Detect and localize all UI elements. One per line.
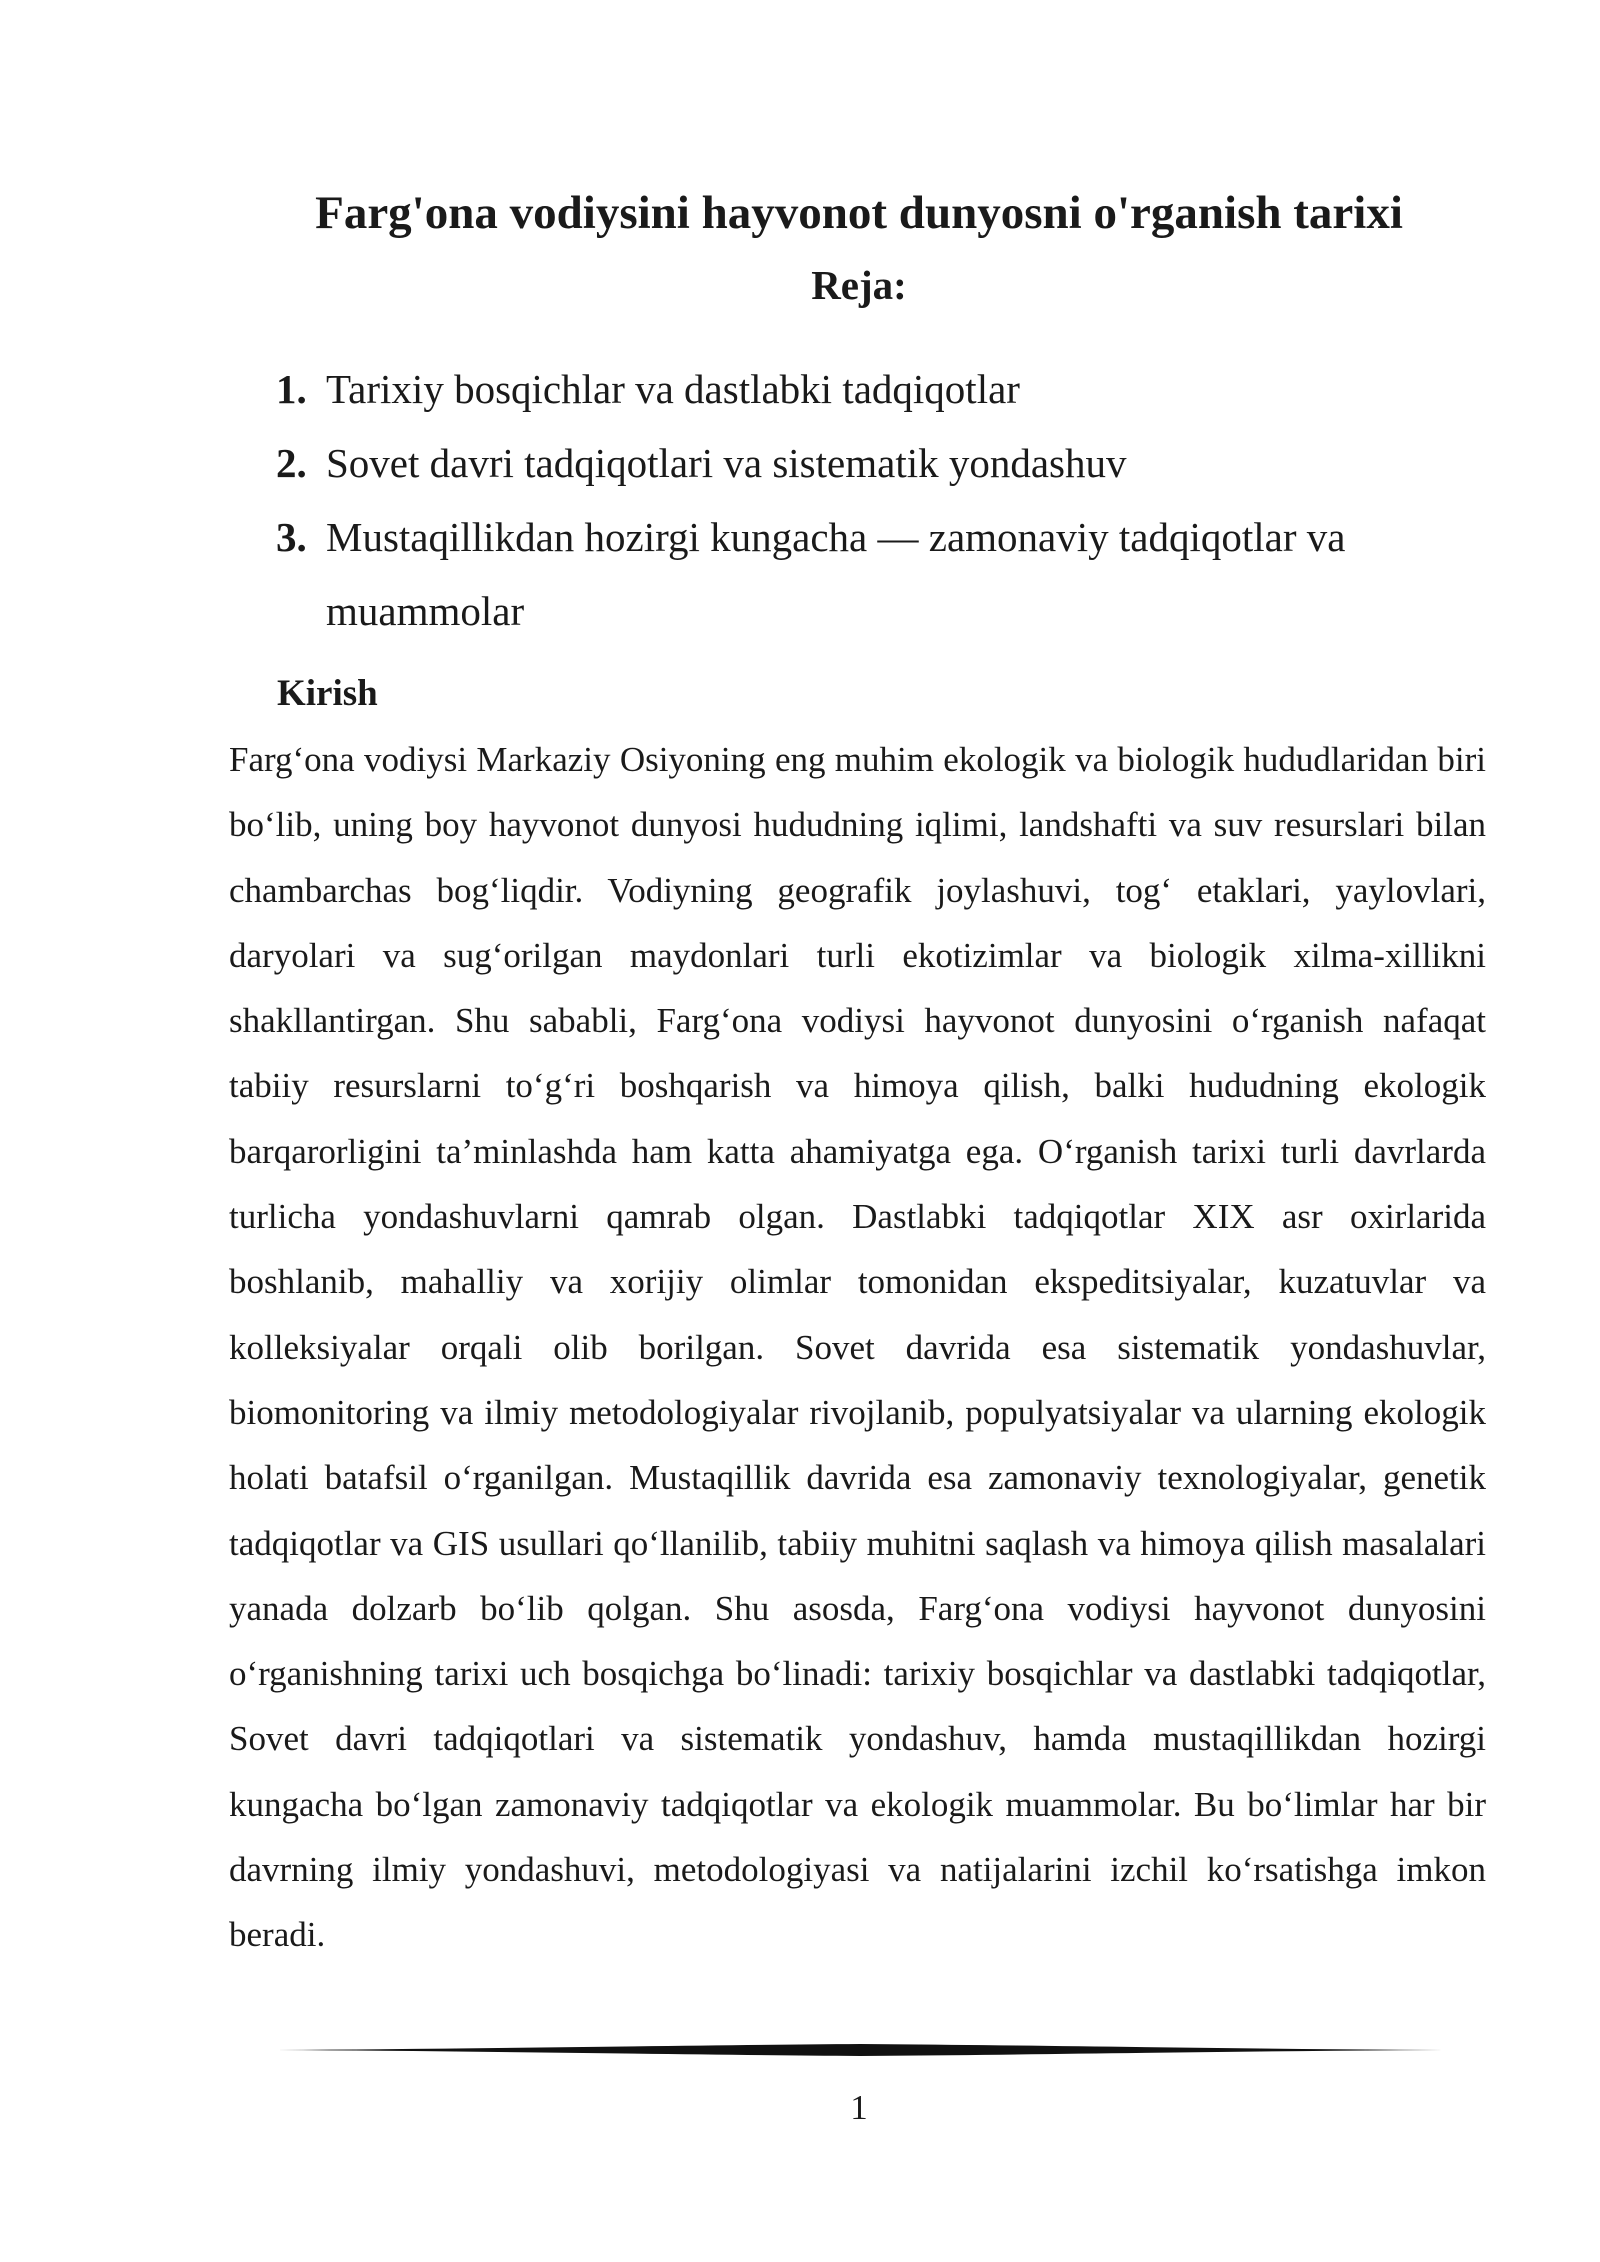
plan-item — [276, 500, 1436, 648]
body-paragraph: Farg‘ona vodiysi Markaziy Osiyoning eng muhim ekologik va biologik hududlaridan biri bo‘lib, uning boy hayvonot dunyosi hududning iqlimi, landshafti va suv resurslari bilan chambarchas bog‘liqdir. Vodiyning geografik joylashuvi, tog‘ etaklari, yaylovlari, daryolari va sug‘orilgan maydonlari turli ekotizimlar va biologik xilma-xillikni shakllantirgan. Shu sababli, Farg‘ona vodiysi hayvonot dunyosini o‘rganish nafaqat tabiiy resurslarni to‘g‘ri boshqarish va himoya qilish, balki hududning ekologik barqarorligini ta’minlashda ham katta ahamiyatga ega. O‘rganish tarixi turli davrlarda turlicha yondashuvlarni qamrab olgan. Dastlabki tadqiqotlar XIX asr oxirlarida boshlanib, mahalliy va xorijiy olimlar tomonidan ekspeditsiyalar, kuzatuvlar va kolleksiyalar orqali olib borilgan. Sovet davrida esa sistematik yondashuvlar, biomonitoring va ilmiy metodologiyalar rivojlanib, populyatsiyalar va ularning ekologik holati batafsil o‘rganilgan. Mustaqillik davrida esa zamonaviy texnologiyalar, genetik tadqiqotlar va GIS usullari qo‘llanilib, tabiiy muhitni saqlash va himoya qilish masalalari yanada dolzarb bo‘lib qolgan. Shu asosda, Farg‘ona vodiysi hayvonot dunyosini o‘rganishning tarixi uch bosqichga bo‘linadi: tarixiy bosqichlar va dastlabki tadqiqotlar, Sovet davri tadqiqotlari va sistematik yondashuv, hamda mustaqillikdan hozirgi kungacha bo‘lgan zamonaviy tadqiqotlar va ekologik muammolar. Bu bo‘limlar har bir davrning ilmiy yondashuvi, metodologiyasi va natijalarini izchil ko‘rsatishga imkon beradi. — [229, 740, 1486, 1955]
plan-item — [276, 352, 1436, 426]
plan-item-number: 3. — [276, 514, 307, 560]
plan-item — [276, 426, 1436, 500]
page-title: Farg'ona vodiysini hayvonot dunyosni o'rganish tarixi — [315, 187, 1403, 240]
plan-item-number: 1. — [276, 366, 307, 412]
footer-divider — [277, 2043, 1443, 2057]
plan-item-text: Tarixiy bosqichlar va dastlabki tadqiqotlar — [326, 366, 1020, 412]
plan-list — [276, 352, 1436, 648]
plan-heading: Reja: — [811, 262, 907, 308]
page-number: 1 — [850, 2088, 868, 2127]
section-heading: Kirish — [277, 673, 378, 714]
plan-item-text: Mustaqillikdan hozirgi kungacha — zamonaviy tadqiqotlar va muammolar — [326, 514, 1346, 634]
plan-item-number: 2. — [276, 440, 307, 486]
plan-item-text: Sovet davri tadqiqotlari va sistematik yondashuv — [326, 440, 1127, 486]
